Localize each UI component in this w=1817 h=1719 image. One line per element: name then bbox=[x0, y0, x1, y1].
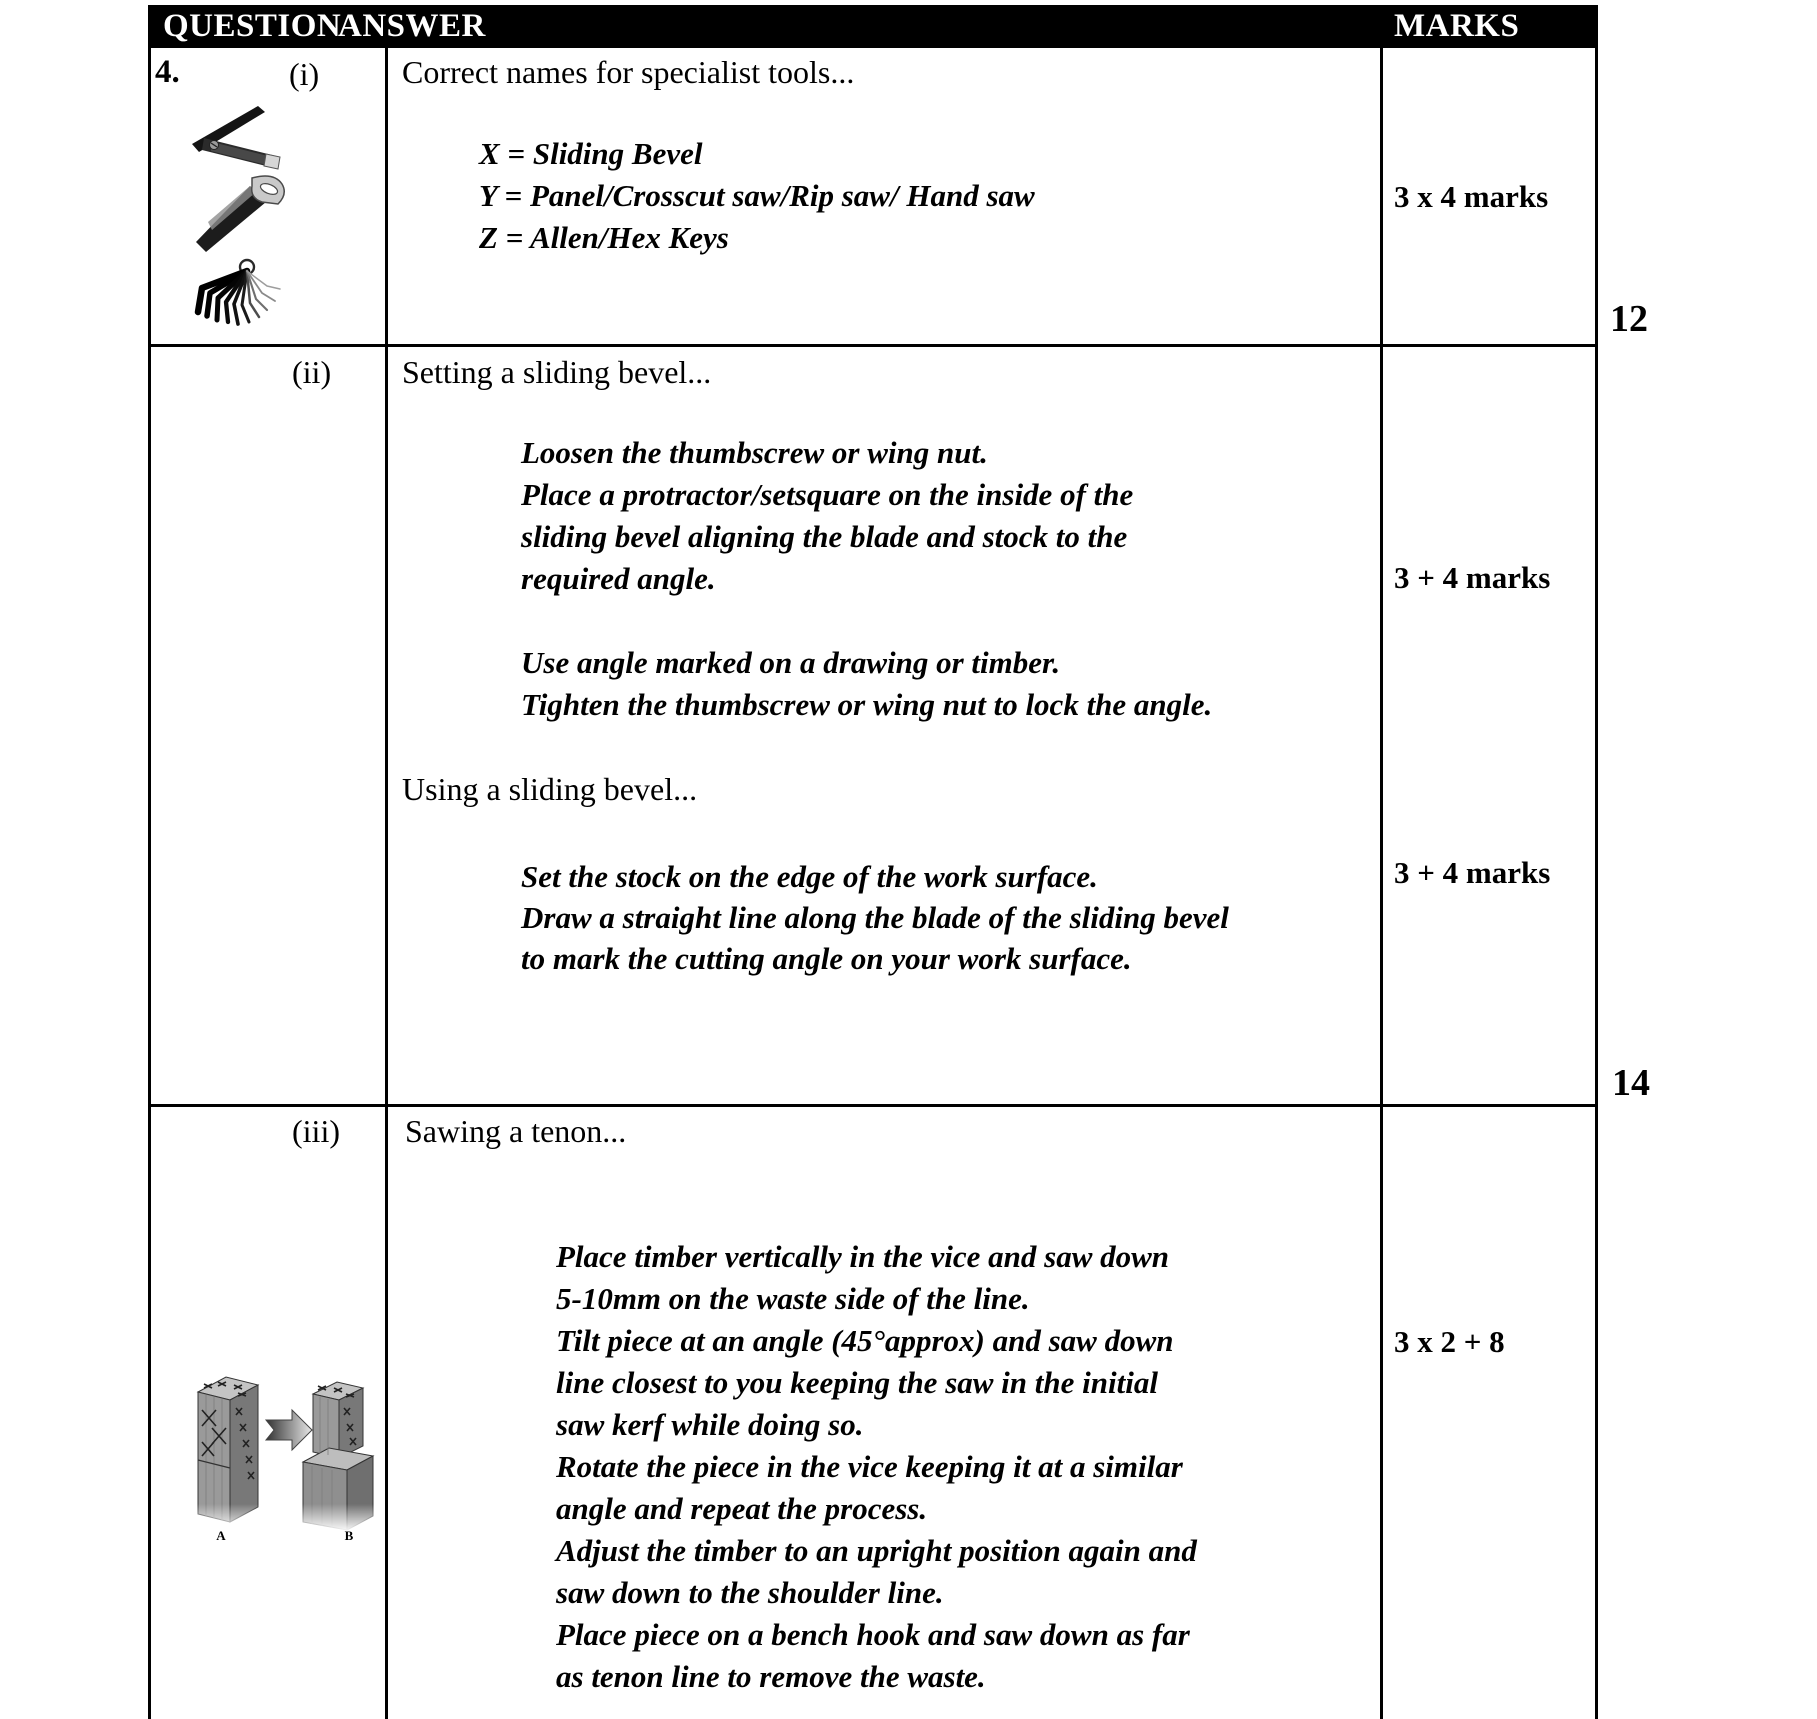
answer-line: Adjust the timber to an upright position again and bbox=[556, 1533, 1197, 1568]
setting-bevel-steps bbox=[521, 432, 1133, 600]
marks-row1: 3 x 4 marks bbox=[1394, 179, 1549, 214]
question-part-ii: (ii) bbox=[292, 354, 332, 390]
column-header-answer: ANSWER bbox=[338, 8, 486, 44]
tool-name-answers bbox=[479, 133, 1035, 259]
setting-bevel-steps-2 bbox=[521, 642, 1212, 726]
answer-line: angle and repeat the process. bbox=[556, 1491, 928, 1526]
running-total-14: 14 bbox=[1612, 1062, 1650, 1104]
answer-line: X = Sliding Bevel bbox=[479, 136, 703, 171]
hand-saw-icon bbox=[190, 172, 290, 256]
answer-line: Place timber vertically in the vice and saw down bbox=[556, 1239, 1170, 1274]
col-divider-answer-marks bbox=[1380, 48, 1383, 1719]
row-divider-2 bbox=[148, 1104, 1598, 1107]
column-header-question: QUESTION bbox=[163, 8, 342, 44]
answer-line: Tighten the thumbscrew or wing nut to lock the angle. bbox=[521, 687, 1213, 722]
answer-line: to mark the cutting angle on your work surface. bbox=[521, 941, 1132, 976]
marks-row2-using: 3 + 4 marks bbox=[1394, 855, 1551, 890]
marks-row2-setting: 3 + 4 marks bbox=[1394, 560, 1551, 595]
allen-keys-icon bbox=[192, 258, 296, 334]
answer-line: Rotate the piece in the vice keeping it at a similar bbox=[556, 1449, 1183, 1484]
answer-stem-using-bevel: Using a sliding bevel... bbox=[402, 771, 698, 807]
table-border-right bbox=[1595, 5, 1598, 1719]
tenon-diagram bbox=[196, 1372, 378, 1534]
tenon-diagram-label-a: A bbox=[216, 1528, 226, 1543]
running-total-12: 12 bbox=[1610, 298, 1648, 340]
answer-line: Z = Allen/Hex Keys bbox=[479, 220, 729, 255]
answer-line: Set the stock on the edge of the work surface. bbox=[521, 859, 1098, 894]
sawing-tenon-steps bbox=[556, 1236, 1197, 1698]
answer-line: as tenon line to remove the waste. bbox=[556, 1659, 986, 1694]
column-header-marks: MARKS bbox=[1394, 8, 1520, 44]
sliding-bevel-icon bbox=[188, 100, 290, 172]
answer-line: Use angle marked on a drawing or timber. bbox=[521, 645, 1061, 680]
answer-line: Y = Panel/Crosscut saw/Rip saw/ Hand saw bbox=[479, 178, 1035, 213]
answer-stem-setting-bevel: Setting a sliding bevel... bbox=[402, 354, 712, 390]
answer-stem-tools: Correct names for specialist tools... bbox=[402, 54, 855, 90]
answer-line: Place a protractor/setsquare on the inside of the bbox=[521, 477, 1134, 512]
answer-line: Loosen the thumbscrew or wing nut. bbox=[521, 435, 988, 470]
answer-line: saw kerf while doing so. bbox=[556, 1407, 864, 1442]
answer-line: Tilt piece at an angle (45°approx) and saw down bbox=[556, 1323, 1174, 1358]
answer-line: Draw a straight line along the blade of the sliding bevel bbox=[521, 900, 1229, 935]
question-part-i: (i) bbox=[289, 56, 320, 92]
answer-line: line closest to you keeping the saw in the initial bbox=[556, 1365, 1158, 1400]
marks-row3: 3 x 2 + 8 bbox=[1394, 1324, 1505, 1359]
answer-line: Place piece on a bench hook and saw down as far bbox=[556, 1617, 1190, 1652]
table-border-left bbox=[148, 5, 151, 1719]
answer-line: 5-10mm on the waste side of the line. bbox=[556, 1281, 1030, 1316]
answer-line: sliding bevel aligning the blade and stock to the bbox=[521, 519, 1128, 554]
question-number: 4. bbox=[155, 54, 180, 90]
using-bevel-steps bbox=[521, 856, 1229, 979]
answer-line: saw down to the shoulder line. bbox=[556, 1575, 944, 1610]
col-divider-question-answer bbox=[385, 48, 388, 1719]
answer-stem-sawing-tenon: Sawing a tenon... bbox=[405, 1113, 627, 1149]
answer-line: required angle. bbox=[521, 561, 716, 596]
row-divider-1 bbox=[148, 344, 1598, 347]
tenon-diagram-label-b: B bbox=[344, 1528, 354, 1543]
question-part-iii: (iii) bbox=[292, 1113, 340, 1149]
